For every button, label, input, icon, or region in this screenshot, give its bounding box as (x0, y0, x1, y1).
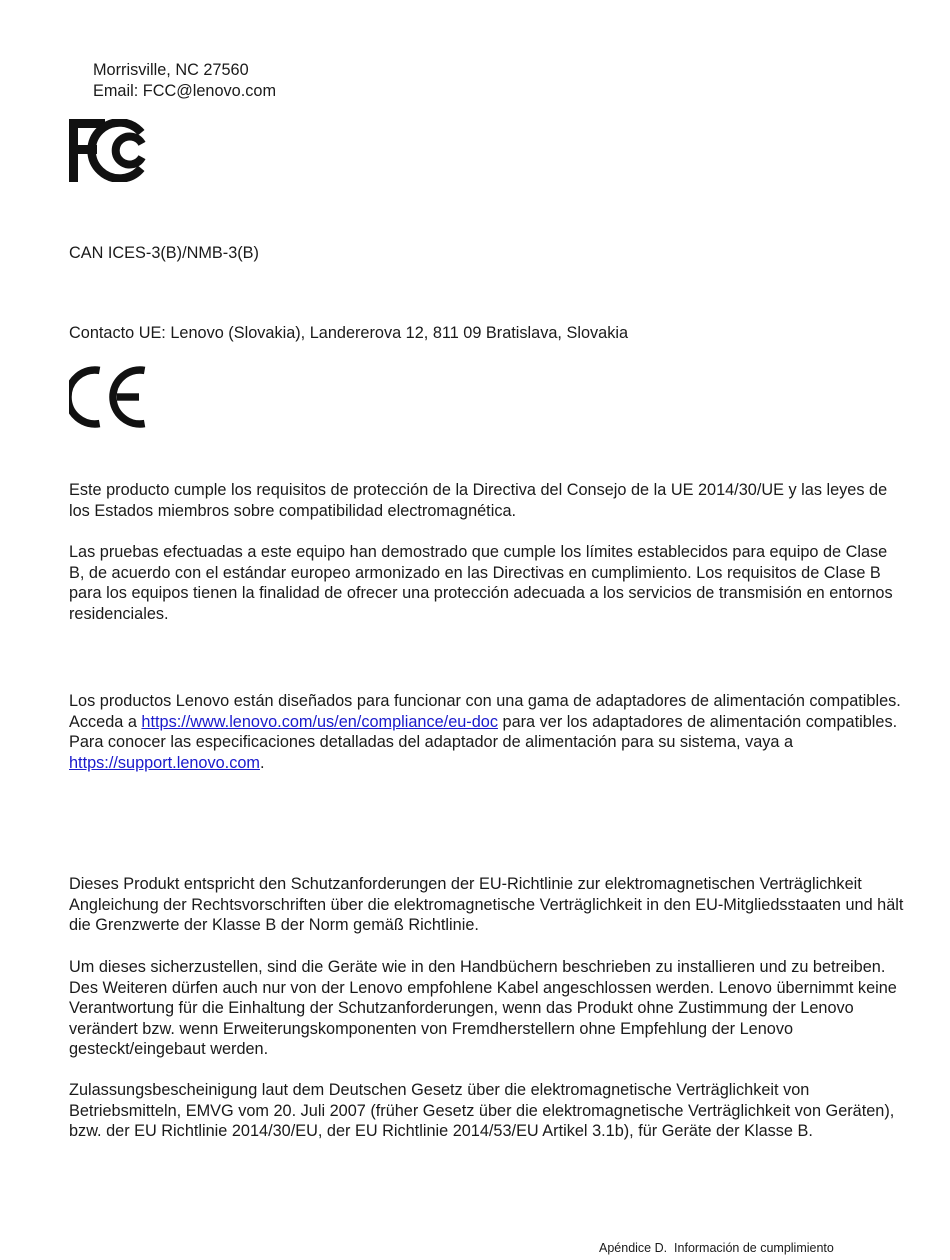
german-paragraph-2: Um dieses sicherzustellen, sind die Geräte wie in den Handbüchern beschrieben zu installieren und zu betreiben. Des Weiteren dürfen auch nur von der Lenovo empfohlene Kabel angeschlossen werden. Lenovo übernimmt keine Verantwortung für die Einhaltung der Schutzanforderungen, wenn das Produkt ohne Zustimmung der Lenovo verändert bzw. wenn Erweiterungskomponenten von Fremdherstellern ohne Empfehlung der Lenovo gesteckt/eingebaut werden. (69, 958, 897, 1059)
spanish-paragraph-3-part-3: . (259, 753, 265, 772)
ce-mark-icon (69, 365, 149, 429)
spanish-paragraph-3-part-1: Los productos Lenovo están diseñados para funcionar con una gama de adaptadores de alimentación compatibles. Acceda a (69, 692, 901, 731)
address-block (93, 60, 276, 102)
german-paragraph-3: Zulassungsbescheinigung laut dem Deutschen Gesetz über die elektromagnetische Verträglichkeit von Betriebsmitteln, EMVG vom 20. Juli 2007 (früher Gesetz über die elektromagnetische Verträglichkeit von Geräten), bzw. der EU Richtlinie 2014/30/EU, der EU Richtlinie 2014/53/EU Artikel 3.1b), für Geräte der Klasse B. (69, 1081, 895, 1141)
eu-contact: Contacto UE: Lenovo (Slovakia), Landererova 12, 811 09 Bratislava, Slovakia (69, 324, 629, 342)
spanish-paragraph-3 (69, 691, 904, 773)
address-city-line: Morrisville, NC 27560 (93, 61, 249, 79)
fcc-logo-icon (69, 119, 151, 182)
spanish-paragraph-3-part-2: para ver los adaptadores de alimentación compatibles. Para conocer las especificaciones detalladas del adaptador de alimentación para su sistema, vaya a (69, 712, 898, 752)
ices-statement: CAN ICES-3(B)/NMB-3(B) (69, 244, 259, 262)
support-link[interactable]: https://support.lenovo.com (69, 753, 260, 772)
eu-doc-link[interactable]: https://www.lenovo.com/us/en/compliance/eu-doc (141, 712, 498, 731)
address-email-line: Email: FCC@lenovo.com (93, 82, 277, 100)
german-paragraph-1: Dieses Produkt entspricht den Schutzanforderungen der EU-Richtlinie zur elektromagnetischen Verträglichkeit Angleichung der Rechtsvorschriften über die elektromagnetische Verträglichkeit in den EU-Mitgliedsstaaten und hält die Grenzwerte der Klasse B der Norm gemäß Richtlinie. (69, 875, 904, 935)
spanish-paragraph-1: Este producto cumple los requisitos de protección de la Directiva del Consejo de la UE 2014/30/UE y las leyes de los Estados miembros sobre compatibilidad electromagnética. (69, 481, 888, 520)
spanish-paragraph-2: Las pruebas efectuadas a este equipo han demostrado que cumple los límites establecidos para equipo de Clase B, de acuerdo con el estándar europeo armonizado en las Directivas en cumplimiento. Los requisitos de Clase B para los equipos tienen la finalidad de ofrecer una protección adecuada a los servicios de transmisión en entornos residenciales. (69, 543, 893, 623)
page-footer: Apéndice D. Información de cumplimiento (599, 1241, 834, 1255)
